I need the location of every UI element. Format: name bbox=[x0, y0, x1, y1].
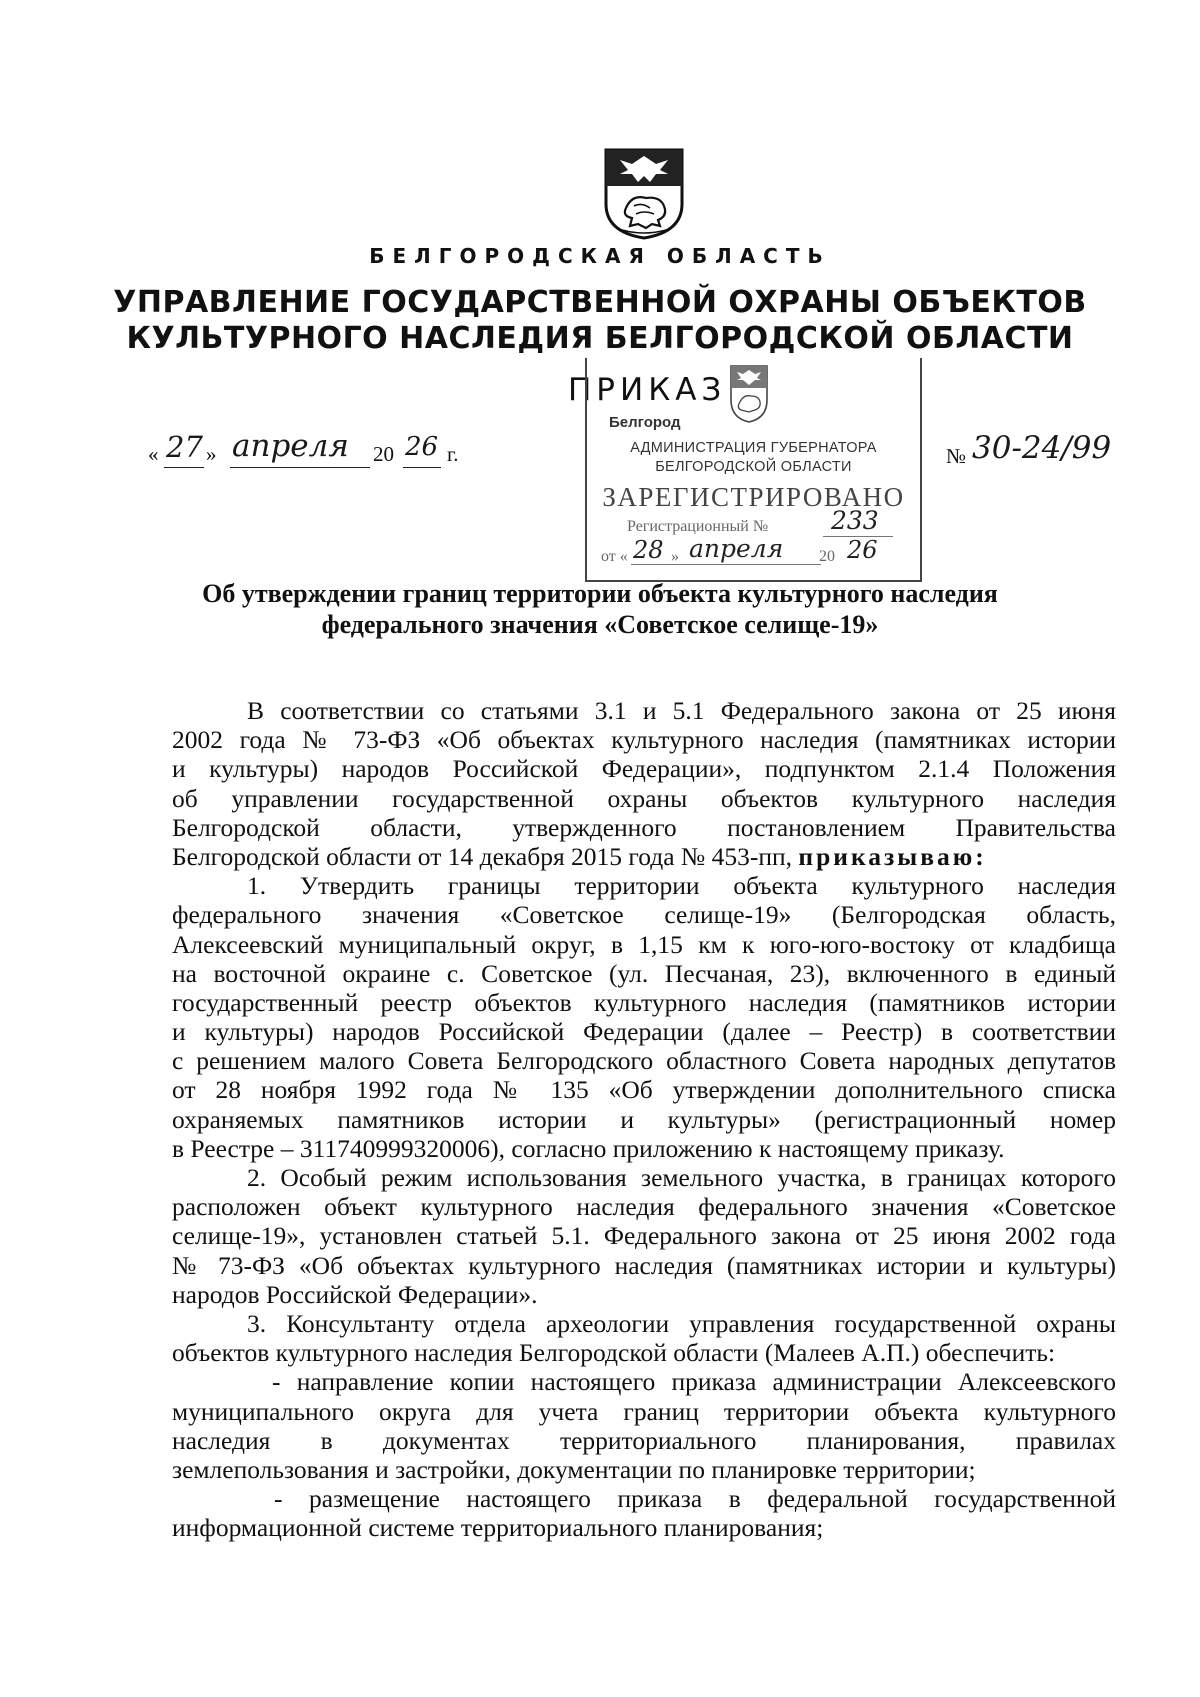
body-line: об управлении государственной охраны объектов культурного наследия bbox=[172, 783, 1116, 813]
body-line: наследия в документах территориального планирования, правилах bbox=[172, 1425, 1116, 1455]
stamp-close-quote: » bbox=[671, 548, 679, 565]
order-subject-line-1: Об утверждении границ территории объекта культурного наследия bbox=[202, 579, 998, 608]
body-line: в Реестре – 311740999320006), согласно приложению к настоящему приказу. bbox=[172, 1133, 1005, 1163]
date-day-handwritten: 27 bbox=[166, 430, 203, 464]
body-line: Алексеевский муниципальный округ, в 1,15 км к юго-юго-востоку от кладбища bbox=[172, 929, 1116, 959]
body-line: объектов культурного наследия Белгородской области (Малеев А.П.) обеспечить: bbox=[172, 1338, 1056, 1368]
department-name-line-1: УПРАВЛЕНИЕ ГОСУДАРСТВЕННОЙ ОХРАНЫ ОБЪЕКТОВ bbox=[113, 285, 1087, 320]
stamp-reg-number-handwritten: 233 bbox=[831, 506, 879, 535]
stamp-year-prefix: 20 bbox=[819, 548, 835, 565]
stamp-reg-label: Регистрационный № bbox=[627, 518, 769, 535]
stamp-date-underline bbox=[631, 564, 821, 565]
region-name: БЕЛГОРОДСКАЯ ОБЛАСТЬ bbox=[369, 244, 831, 268]
stamp-coat-of-arms-icon bbox=[729, 364, 769, 424]
body-line: селище-19», установлен статьей 5.1. Федерального закона от 25 июня 2002 года bbox=[172, 1221, 1116, 1251]
date-day-underline bbox=[164, 467, 204, 468]
order-subject-line-2: федерального значения «Советское селище-19» bbox=[321, 610, 879, 639]
date-close-quote: » bbox=[206, 442, 217, 466]
body-line: Белгородской области, утвержденного постановлением Правительства bbox=[172, 812, 1116, 842]
date-year-suffix: г. bbox=[447, 442, 459, 466]
order-date bbox=[148, 428, 518, 474]
order-keyword: приказываю: bbox=[798, 841, 987, 871]
belgorod-coat-of-arms-icon bbox=[602, 146, 686, 240]
stamp-admin-line-2: БЕЛГОРОДСКОЙ ОБЛАСТИ bbox=[655, 459, 852, 475]
order-number-handwritten: 30-24/99 bbox=[972, 430, 1112, 466]
date-month-underline bbox=[230, 467, 370, 468]
order-body bbox=[172, 696, 1116, 1542]
body-line: 1. Утвердить границы территории объекта культурного наследия bbox=[247, 871, 1116, 901]
body-line: В соответствии со статьями 3.1 и 5.1 Федерального закона от 25 июня bbox=[247, 696, 1116, 725]
date-year-handwritten: 26 bbox=[405, 432, 439, 462]
stamp-month-handwritten: апреля bbox=[689, 534, 784, 563]
stamp-year-handwritten: 26 bbox=[847, 536, 878, 564]
body-line: - размещение настоящего приказа в федеральной государственной bbox=[274, 1484, 1116, 1514]
stamp-day-handwritten: 28 bbox=[633, 536, 664, 564]
body-line: федерального значения «Советское селище-19» (Белгородская область, bbox=[172, 900, 1116, 930]
body-line: на восточной окраине с. Советское (ул. Песчаная, 23), включенного в единый bbox=[172, 958, 1116, 988]
body-line: народов Российской Федерации». bbox=[172, 1279, 538, 1309]
body-line-text: Белгородской области от 14 декабря 2015 года № 453-пп, bbox=[172, 841, 793, 871]
body-line: и культуры) народов Российской Федерации (далее – Реестр) в соответствии bbox=[172, 1017, 1116, 1047]
body-line: землепользования и застройки, документации по планировке территории; bbox=[172, 1454, 976, 1484]
body-line: информационной системе территориального планирования; bbox=[172, 1513, 824, 1543]
number-sign: № bbox=[946, 444, 967, 468]
body-line: - направление копии настоящего приказа администрации Алексеевского bbox=[272, 1367, 1116, 1397]
body-line: от 28 ноября 1992 года № 135 «Об утверждении дополнительного списка bbox=[172, 1075, 1116, 1105]
body-line: 3. Консультанту отдела археологии управления государственной охраны bbox=[247, 1308, 1116, 1338]
department-name-line-2: КУЛЬТУРНОГО НАСЛЕДИЯ БЕЛГОРОДСКОЙ ОБЛАСТИ bbox=[126, 321, 1074, 356]
date-month-handwritten: апреля bbox=[232, 428, 349, 464]
stamp-city: Белгород bbox=[609, 414, 681, 431]
body-line: охраняемых памятников истории и культуры» (регистрационный номер bbox=[172, 1104, 1116, 1134]
body-line: № 73-ФЗ «Об объектах культурного наследия (памятниках истории и культуры) bbox=[172, 1250, 1116, 1280]
date-open-quote: « bbox=[148, 442, 159, 466]
body-line: государственный реестр объектов культурного наследия (памятников истории bbox=[172, 987, 1116, 1017]
registration-stamp bbox=[585, 358, 922, 582]
body-line: 2. Особый режим использования земельного участка, в границах которого bbox=[247, 1163, 1116, 1192]
order-number bbox=[946, 430, 1146, 476]
body-line: и культуры) народов Российской Федерации», подпунктом 2.1.4 Положения bbox=[172, 754, 1116, 784]
date-year-prefix: 20 bbox=[373, 442, 394, 466]
stamp-status: ЗАРЕГИСТРИРОВАНО bbox=[602, 482, 905, 512]
date-year-underline bbox=[403, 467, 441, 468]
body-line: с решением малого Совета Белгородского областного Совета народных депутатов bbox=[172, 1046, 1116, 1076]
body-line bbox=[172, 842, 1116, 871]
body-line: муниципального округа для учета границ территории объекта культурного bbox=[172, 1396, 1116, 1426]
stamp-admin-line-1: АДМИНИСТРАЦИЯ ГУБЕРНАТОРА bbox=[630, 440, 877, 456]
body-line: расположен объект культурного наследия федерального значения «Советское bbox=[172, 1192, 1116, 1222]
stamp-from-label: от « bbox=[601, 548, 628, 565]
document-type-title: ПРИКАЗ bbox=[568, 372, 727, 408]
body-line: 2002 года № 73-ФЗ «Об объектах культурного наследия (памятниках истории bbox=[172, 725, 1116, 755]
